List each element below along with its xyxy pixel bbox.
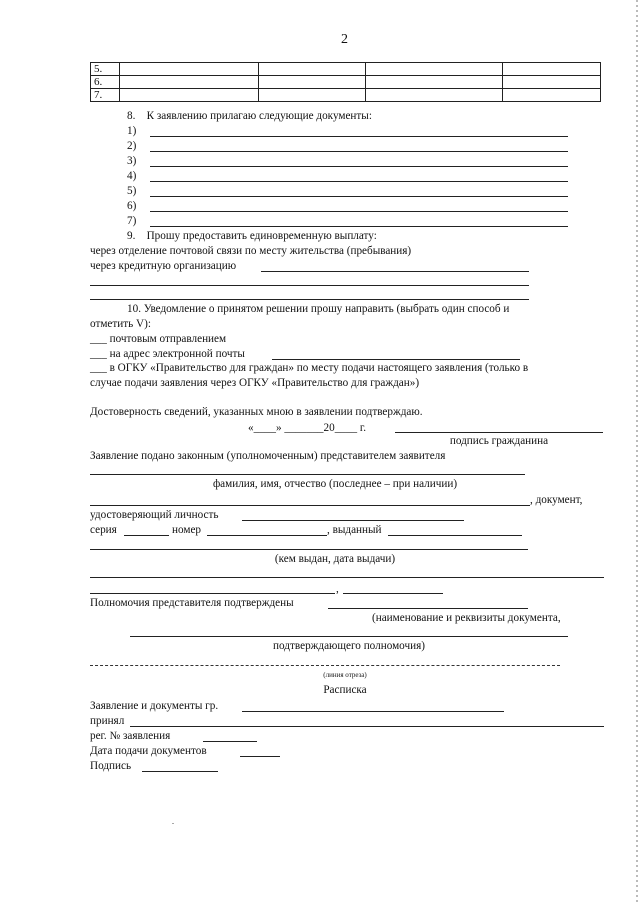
authority-label: Полномочия представителя подтверждены (90, 597, 294, 609)
receipt-sign-line[interactable] (142, 771, 218, 772)
attachment-line-5[interactable] (150, 196, 568, 197)
series-label: серия (90, 524, 117, 536)
receipt-citizen-line[interactable] (242, 711, 504, 712)
list-item-label: 3) (127, 155, 137, 167)
credit-details-line-2[interactable] (90, 299, 529, 300)
table-cell-number: 7. (91, 89, 120, 102)
cut-line-caption: (линия отреза) (323, 671, 367, 679)
receipt-accepted-line[interactable] (130, 726, 604, 727)
page-number: 2 (341, 32, 348, 47)
receipt-accepted-label: принял (90, 715, 125, 727)
number-field[interactable] (207, 535, 327, 536)
number-label: номер (172, 524, 202, 536)
section-10-title: 10. Уведомление о принятом решении прошу направить (выбрать один способ и (127, 303, 510, 315)
receipt-reg-label: рег. № заявления (90, 730, 171, 742)
citizen-signature-line[interactable] (395, 432, 603, 433)
receipt-sign-label: Подпись (90, 760, 132, 772)
authority-caption-1: (наименование и реквизиты документа, (372, 612, 561, 624)
comma-separator: , (336, 583, 339, 595)
notify-at-office-note: случае подачи заявления через ОГКУ «Правительство для граждан») (90, 377, 420, 389)
attachment-line-7[interactable] (150, 226, 568, 227)
email-address-line[interactable] (272, 359, 520, 360)
cut-line (90, 665, 560, 666)
notify-by-post-option[interactable]: ___ почтовым отправлением (90, 333, 227, 345)
payment-by-credit-label: через кредитную организацию (90, 260, 237, 272)
receipt-reg-line[interactable] (203, 741, 257, 742)
issued-date-line-1[interactable] (90, 593, 335, 594)
credit-organization-line[interactable] (261, 271, 529, 272)
credit-details-line-1[interactable] (90, 285, 529, 286)
list-item-label: 5) (127, 185, 137, 197)
authority-document-line[interactable] (328, 608, 528, 609)
page-edge-scan-artifact (636, 0, 638, 905)
authority-details-line[interactable] (130, 636, 568, 637)
receipt-date-label: Дата подачи документов (90, 745, 207, 757)
table-row (91, 63, 601, 76)
id-document-label: удостоверяющий личность (90, 509, 219, 521)
notify-at-office-option[interactable]: ___ в ОГКУ «Правительство для граждан» по месту подачи настоящего заявления (только в (90, 362, 529, 374)
list-item-label: 6) (127, 200, 137, 212)
id-document-line[interactable] (242, 520, 464, 521)
list-item-label: 4) (127, 170, 137, 182)
documents-table (90, 62, 601, 102)
list-item-label: 2) (127, 140, 137, 152)
payment-by-post-label: через отделение почтовой связи по месту жительства (пребывания) (90, 245, 412, 257)
section-8-title: 8. К заявлению прилагаю следующие документы: (127, 110, 372, 122)
citizen-signature-caption: подпись гражданина (449, 435, 549, 447)
attachment-line-2[interactable] (150, 151, 568, 152)
issued-caption: (кем выдан, дата выдачи) (274, 553, 396, 565)
representative-document-line[interactable] (90, 505, 530, 506)
scan-dot-artifact: . (172, 817, 174, 826)
confirmation-text: Достоверность сведений, указанных мною в заявлении подтверждаю. (90, 406, 423, 418)
issued-date-line-2[interactable] (343, 593, 443, 594)
attachment-line-3[interactable] (150, 166, 568, 167)
series-field[interactable] (124, 535, 169, 536)
table-cell-number: 6. (91, 76, 120, 89)
list-item-label: 1) (127, 125, 137, 137)
attachment-line-4[interactable] (150, 181, 568, 182)
receipt-title: Расписка (323, 684, 367, 696)
list-item-label: 7) (127, 215, 137, 227)
issued-by-label: , выданный (327, 524, 382, 536)
authority-caption-2: подтверждающего полномочия) (273, 640, 425, 652)
representative-intro: Заявление подано законным (уполномоченным) представителем заявителя (90, 450, 446, 462)
notify-by-email-option[interactable]: ___ на адрес электронной почты (90, 348, 245, 360)
document-suffix: , документ, (530, 494, 583, 506)
issued-extra-line[interactable] (90, 577, 604, 578)
confirmation-date[interactable]: «____» _______20____ г. (248, 422, 366, 434)
attachment-line-6[interactable] (150, 211, 568, 212)
table-row (91, 89, 601, 102)
representative-fio-caption: фамилия, имя, отчество (последнее – при наличии) (212, 478, 458, 490)
representative-name-line[interactable] (90, 474, 525, 475)
receipt-date-line[interactable] (240, 756, 280, 757)
table-cell-number: 5. (91, 63, 120, 76)
section-9-title: 9. Прошу предоставить единовременную выплату: (127, 230, 377, 242)
section-10-title-cont: отметить V): (90, 318, 151, 330)
table-row (91, 76, 601, 89)
attachment-line-1[interactable] (150, 136, 568, 137)
issued-details-line[interactable] (90, 549, 528, 550)
receipt-docs-label: Заявление и документы гр. (90, 700, 219, 712)
issued-by-field[interactable] (388, 535, 522, 536)
